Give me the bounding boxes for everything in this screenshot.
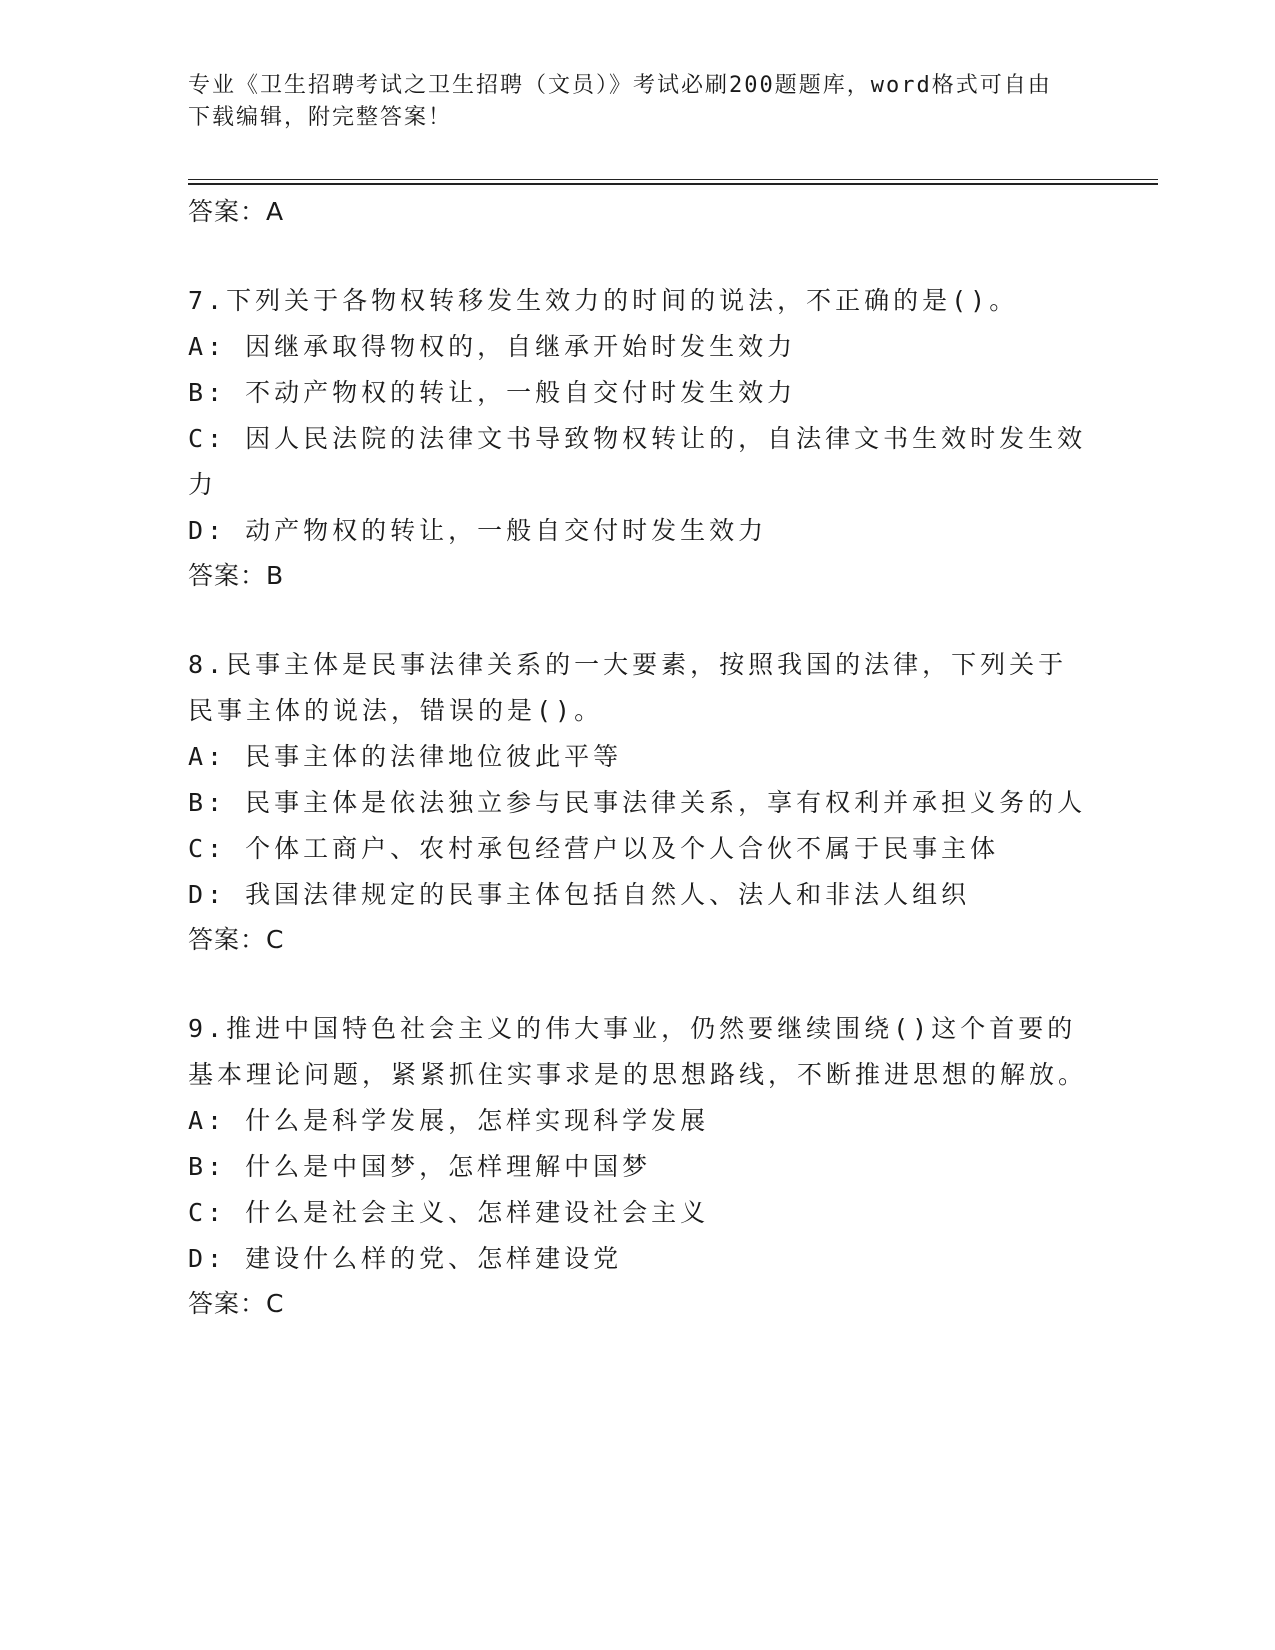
answer-label: 答案：C — [188, 925, 285, 954]
option-b: B: 什么是中国梦，怎样理解中国梦 — [188, 1152, 652, 1181]
header-divider-thick — [188, 183, 1158, 185]
question-text: 8.民事主体是民事法律关系的一大要素，按照我国的法律，下列关于民事主体的说法，错误的是()。 — [188, 650, 1068, 725]
header-divider-thin — [188, 179, 1158, 180]
option-d: D: 动产物权的转让，一般自交付时发生效力 — [188, 516, 768, 545]
option-b: B: 不动产物权的转让，一般自交付时发生效力 — [188, 378, 797, 407]
option-d: D: 我国法律规定的民事主体包括自然人、法人和非法人组织 — [188, 880, 971, 909]
question-text: 7.下列关于各物权转移发生效力的时间的说法，不正确的是()。 — [188, 286, 1019, 315]
answer-label: 答案：A — [188, 197, 285, 226]
question-list — [188, 190, 1088, 1326]
document-header: 专业《卫生招聘考试之卫生招聘（文员）》考试必刷200题题库，word格式可自由下载编辑，附完整答案！ — [188, 73, 1052, 130]
option-b: B: 民事主体是依法独立参与民事法律关系，享有权利并承担义务的人 — [188, 788, 1087, 817]
option-c: C: 什么是社会主义、怎样建设社会主义 — [188, 1198, 710, 1227]
option-c: C: 个体工商户、农村承包经营户以及个人合伙不属于民事主体 — [188, 834, 1000, 863]
option-d: D: 建设什么样的党、怎样建设党 — [188, 1244, 623, 1273]
option-a: A: 民事主体的法律地位彼此平等 — [188, 742, 623, 771]
option-a: A: 什么是科学发展，怎样实现科学发展 — [188, 1106, 710, 1135]
option-a: A: 因继承取得物权的，自继承开始时发生效力 — [188, 332, 797, 361]
question-text: 9.推进中国特色社会主义的伟大事业，仍然要继续围绕()这个首要的基本理论问题，紧紧抓住实事求是的思想路线，不断推进思想的解放。 — [188, 1014, 1088, 1089]
question-9 — [188, 1006, 1088, 1326]
answer-label: 答案：B — [188, 561, 285, 590]
question-8 — [188, 642, 1088, 962]
option-c: C: 因人民法院的法律文书导致物权转让的，自法律文书生效时发生效力 — [188, 424, 1087, 499]
question-7 — [188, 278, 1088, 598]
answer-label: 答案：C — [188, 1289, 285, 1318]
